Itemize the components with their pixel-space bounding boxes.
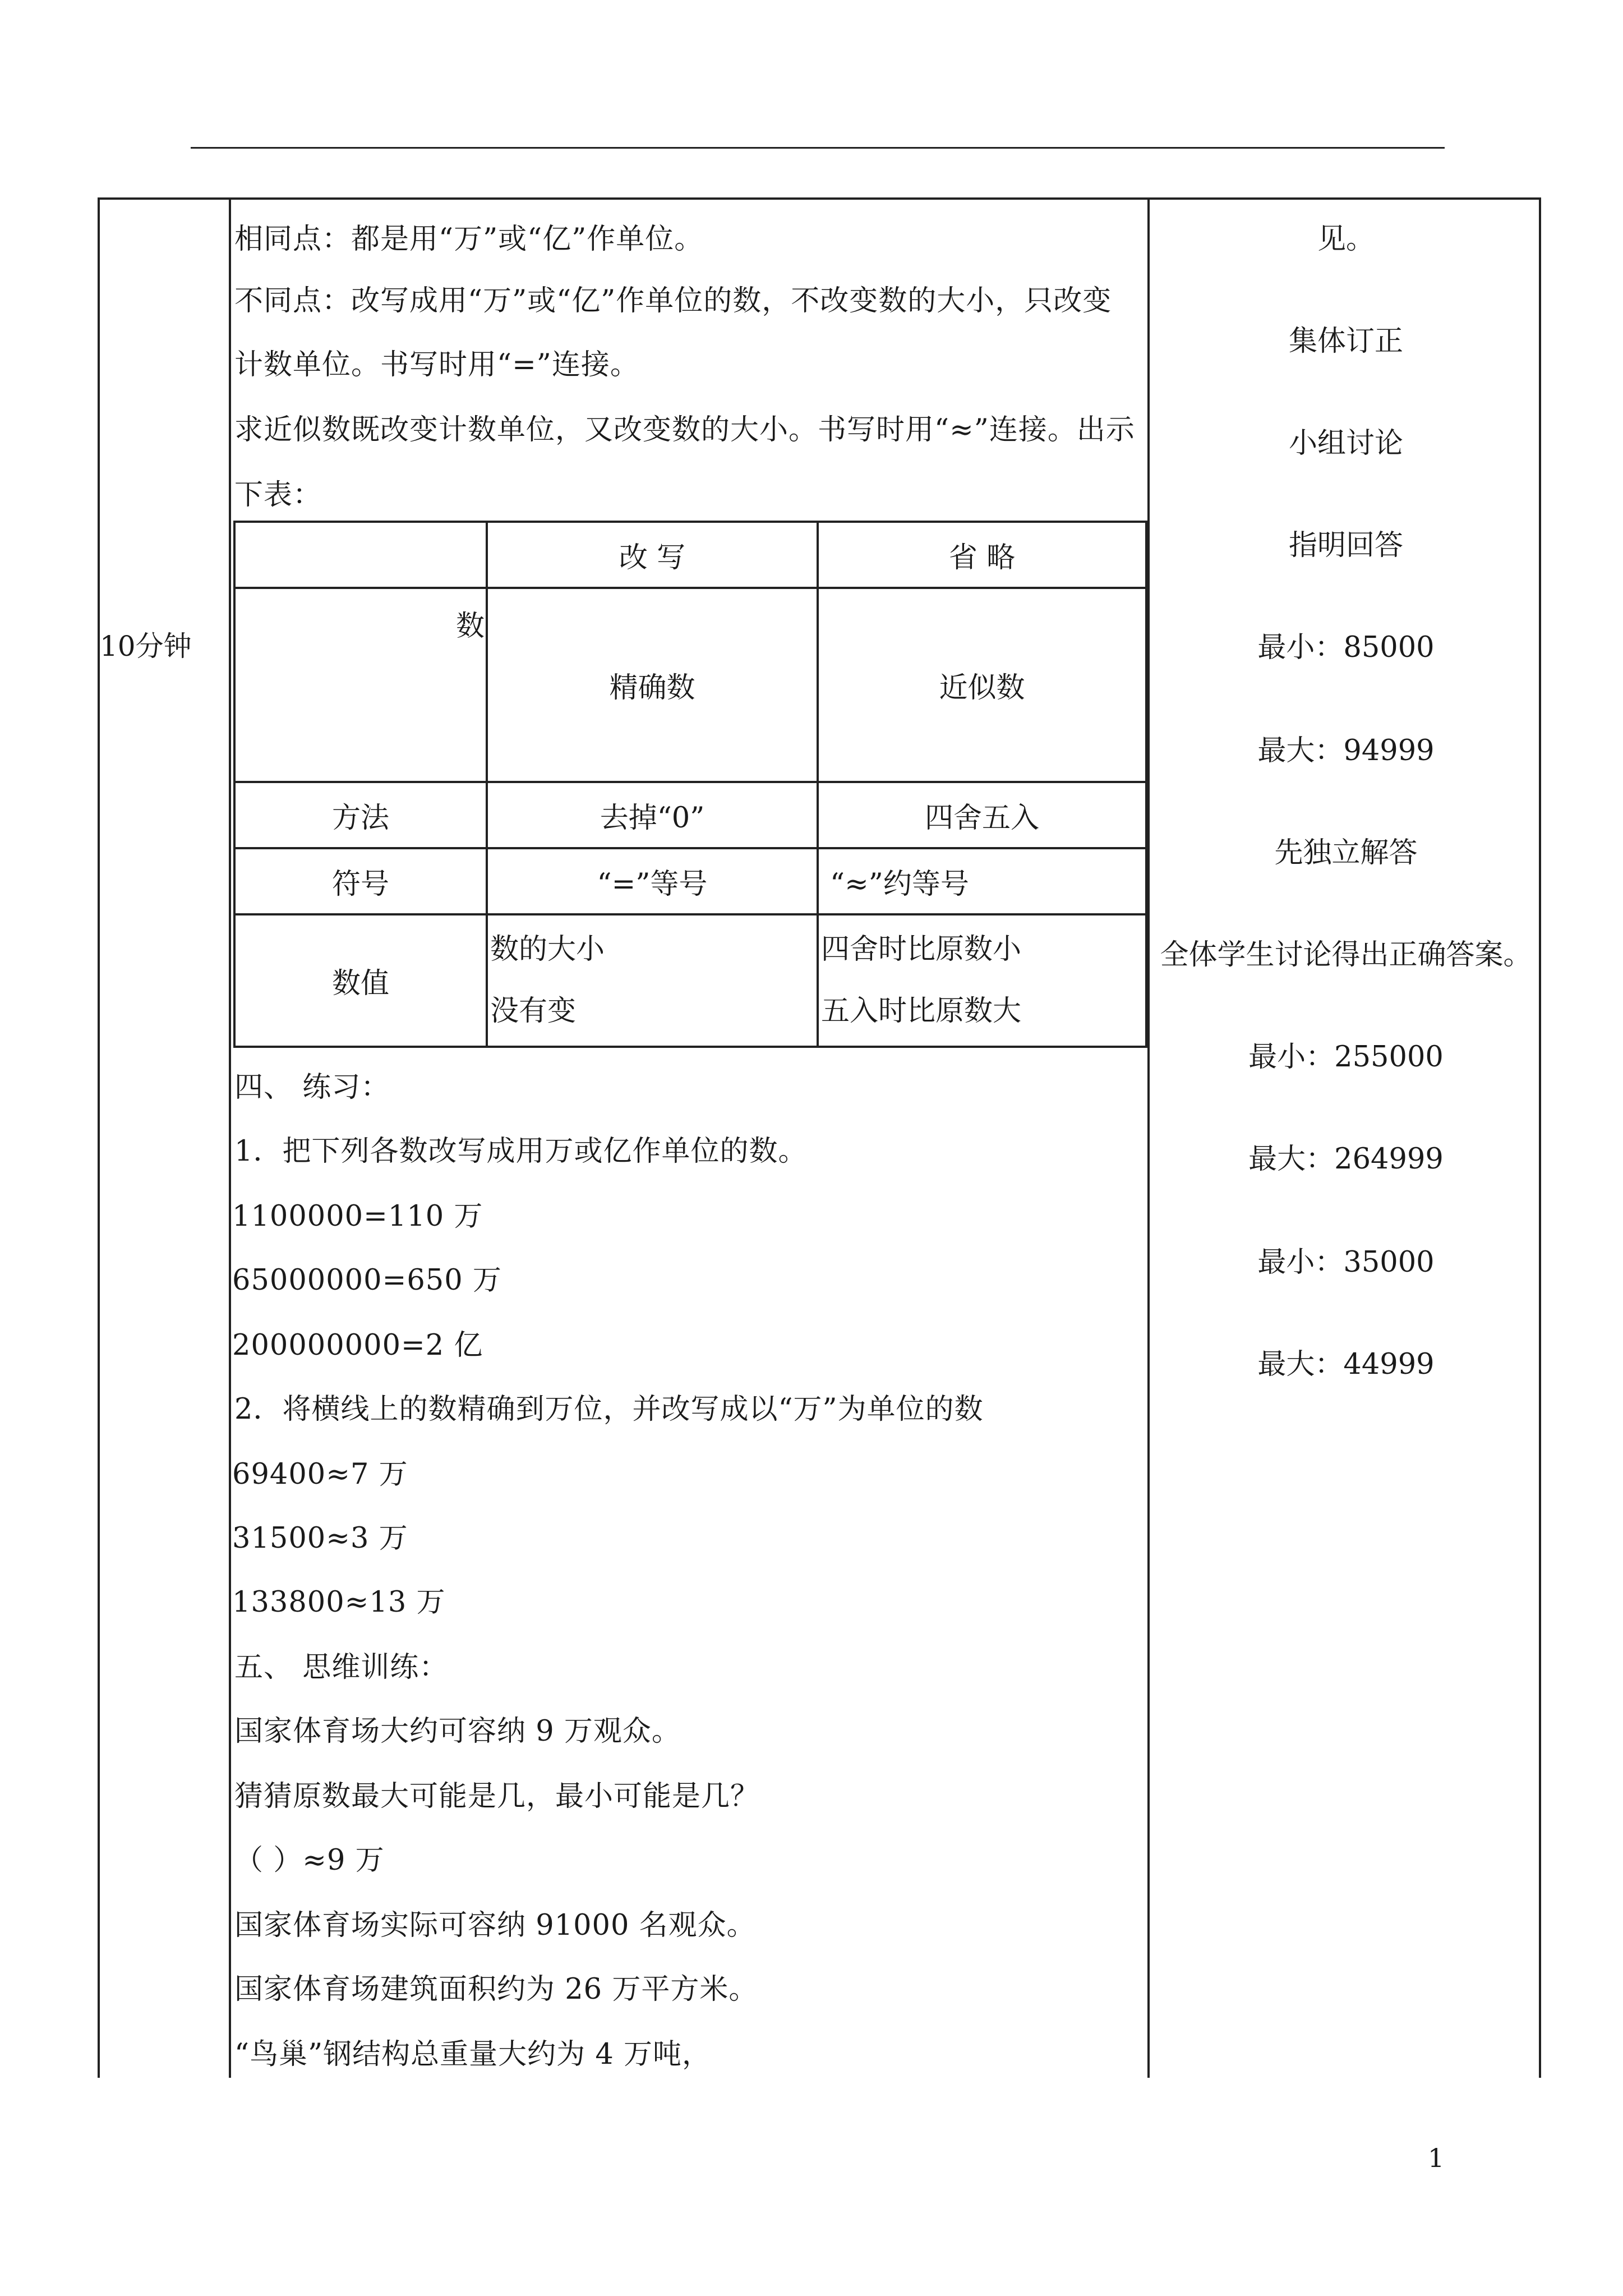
text-line: “鸟巢”钢结构总重量大约为 4 万吨， — [234, 2038, 712, 2071]
table-cell: 精确数 — [487, 588, 818, 782]
right-note: 指明回答 — [1288, 529, 1403, 562]
text-line: （ ）≈9 万 — [234, 1844, 385, 1877]
text-line: 不同点：改写成用“万”或“亿”作单位的数，不改变数的大小，只改变 — [234, 284, 1112, 318]
table-cell — [487, 914, 818, 1047]
right-note: 最小：255000 — [1248, 1041, 1444, 1074]
text-line: 求近似数既改变计数单位，又改变数的大小。书写时用“≈”连接。出示 — [234, 413, 1135, 447]
table-cell: “≈”约等号 — [818, 848, 1146, 914]
table-cell: 四舍五入 — [818, 782, 1146, 848]
text-line: 200000000=2 亿 — [232, 1329, 483, 1362]
table-row-label: 数 — [234, 588, 487, 782]
table-cell — [818, 914, 1146, 1047]
table-cell: 去掉“0” — [487, 782, 818, 848]
table-row-label: 数值 — [234, 914, 487, 1047]
cell-line: 没有变 — [490, 995, 577, 1028]
column-divider-right — [1147, 197, 1150, 2078]
text-line: 1100000=110 万 — [232, 1200, 483, 1233]
right-note: 最小：35000 — [1257, 1246, 1435, 1279]
comparison-table — [233, 521, 1147, 1048]
text-line: 69400≈7 万 — [232, 1458, 408, 1491]
right-note: 最大：264999 — [1248, 1143, 1444, 1176]
table-cell: “=”等号 — [487, 848, 818, 914]
text-line: 相同点：都是用“万”或“亿”作单位。 — [234, 223, 704, 256]
right-note: 小组讨论 — [1288, 427, 1403, 460]
text-line: 计数单位。书写时用“=”连接。 — [234, 348, 639, 381]
table-row-label: 方法 — [234, 782, 487, 848]
table-header-empty — [234, 522, 487, 588]
time-cell: 10分钟 — [100, 630, 192, 662]
text-line: 1．把下列各数改写成用万或亿作单位的数。 — [234, 1135, 808, 1168]
table-row-label: 符号 — [234, 848, 487, 914]
right-note: 最大：44999 — [1257, 1348, 1435, 1381]
cell-line: 五入时比原数大 — [821, 995, 1022, 1028]
text-line: 65000000=650 万 — [232, 1264, 502, 1297]
page-number: 1 — [1428, 2143, 1445, 2173]
right-note: 全体学生讨论得出正确答案。 — [1160, 938, 1532, 972]
text-line: 133800≈13 万 — [232, 1586, 446, 1619]
right-note: 集体订正 — [1288, 325, 1403, 358]
right-note: 最大：94999 — [1257, 734, 1435, 767]
text-line: 五、 思维训练： — [234, 1651, 449, 1684]
table-header-omit: 省 略 — [818, 522, 1146, 588]
text-line: 猜猜原数最大可能是几，最小可能是几？ — [234, 1780, 760, 1813]
column-divider-left — [229, 197, 231, 2078]
text-line: 31500≈3 万 — [232, 1522, 408, 1555]
right-note: 最小：85000 — [1257, 631, 1435, 664]
text-line: 国家体育场建筑面积约为 26 万平方米。 — [234, 1973, 758, 2006]
table-cell: 近似数 — [818, 588, 1146, 782]
header-rule — [191, 147, 1445, 149]
cell-line: 数的大小 — [490, 933, 605, 966]
right-note: 见。 — [1317, 223, 1375, 256]
text-line: 国家体育场实际可容纳 91000 名观众。 — [234, 1909, 756, 1942]
text-line: 四、 练习： — [234, 1071, 390, 1104]
cell-line: 四舍时比原数小 — [821, 933, 1022, 966]
table-header-rewrite: 改 写 — [487, 522, 818, 588]
text-line: 国家体育场大约可容纳 9 万观众。 — [234, 1715, 681, 1748]
text-line: 2．将横线上的数精确到万位，并改写成以“万”为单位的数 — [234, 1393, 984, 1426]
right-note: 先独立解答 — [1274, 836, 1418, 869]
text-line: 下表： — [234, 478, 322, 512]
